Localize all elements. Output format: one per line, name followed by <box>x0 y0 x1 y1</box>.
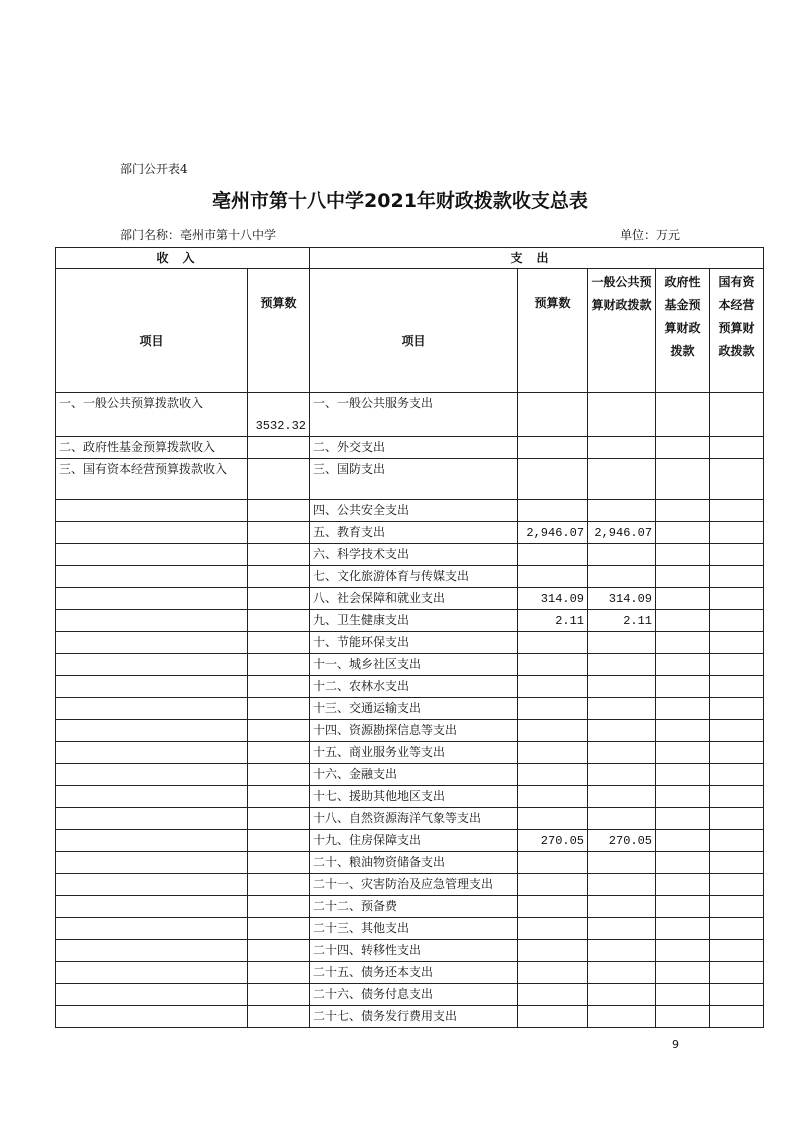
state-capital-budget-cell <box>710 698 764 720</box>
state-capital-budget-cell <box>710 393 764 437</box>
income-item-cell <box>56 588 248 610</box>
general-budget-header: 一般公共预算财政拨款 <box>588 269 656 393</box>
expense-header: 支出 <box>310 248 764 269</box>
table-row <box>56 588 764 610</box>
expense-item-cell: 四、公共安全支出 <box>310 500 518 522</box>
table-row <box>56 522 764 544</box>
expense-budget-cell: 2,946.07 <box>518 522 588 544</box>
state-capital-budget-cell <box>710 874 764 896</box>
expense-item-cell: 十六、金融支出 <box>310 764 518 786</box>
expense-item-cell: 十一、城乡社区支出 <box>310 654 518 676</box>
general-budget-cell <box>588 742 656 764</box>
fund-budget-cell <box>656 896 710 918</box>
state-capital-budget-cell <box>710 522 764 544</box>
table-row <box>56 918 764 940</box>
fund-budget-cell <box>656 742 710 764</box>
general-budget-cell <box>588 654 656 676</box>
expense-item-cell: 六、科学技术支出 <box>310 544 518 566</box>
table-row <box>56 632 764 654</box>
income-budget-cell <box>248 984 310 1006</box>
expense-item-cell: 十九、住房保障支出 <box>310 830 518 852</box>
general-budget-cell <box>588 500 656 522</box>
fund-budget-cell <box>656 544 710 566</box>
expense-budget-cell <box>518 698 588 720</box>
table-row <box>56 459 764 500</box>
income-header: 收入 <box>56 248 310 269</box>
income-budget-cell <box>248 676 310 698</box>
state-capital-budget-cell <box>710 918 764 940</box>
expense-budget-cell <box>518 786 588 808</box>
fund-budget-cell <box>656 830 710 852</box>
unit-label: 单位：万元 <box>620 228 681 242</box>
state-capital-budget-cell <box>710 588 764 610</box>
general-budget-cell <box>588 1006 656 1028</box>
income-budget-cell <box>248 720 310 742</box>
table-row <box>56 984 764 1006</box>
expense-item-cell: 十七、援助其他地区支出 <box>310 786 518 808</box>
expense-item-cell: 十、节能环保支出 <box>310 632 518 654</box>
table-row <box>56 544 764 566</box>
general-budget-cell <box>588 962 656 984</box>
income-budget-cell <box>248 786 310 808</box>
expense-budget-cell <box>518 566 588 588</box>
income-budget-cell <box>248 459 310 500</box>
expense-item-cell: 五、教育支出 <box>310 522 518 544</box>
state-capital-budget-cell <box>710 1006 764 1028</box>
fund-budget-cell <box>656 654 710 676</box>
general-budget-cell <box>588 874 656 896</box>
page-title: 亳州市第十八中学2021年财政拨款收支总表 <box>212 190 588 212</box>
income-budget-cell <box>248 962 310 984</box>
fund-budget-cell <box>656 698 710 720</box>
table-row <box>56 610 764 632</box>
expense-budget-cell <box>518 940 588 962</box>
state-capital-budget-cell <box>710 459 764 500</box>
fund-budget-cell <box>656 962 710 984</box>
income-item-cell <box>56 808 248 830</box>
table-row <box>56 808 764 830</box>
table-row <box>56 852 764 874</box>
department-name: 部门名称：亳州市第十八中学 <box>120 228 277 242</box>
state-capital-budget-cell <box>710 500 764 522</box>
state-capital-budget-cell <box>710 654 764 676</box>
fund-budget-cell <box>656 588 710 610</box>
fund-budget-cell <box>656 940 710 962</box>
table-row <box>56 698 764 720</box>
state-capital-budget-cell <box>710 566 764 588</box>
expense-budget-cell <box>518 500 588 522</box>
income-item-cell <box>56 984 248 1006</box>
state-capital-budget-cell <box>710 852 764 874</box>
general-budget-cell <box>588 786 656 808</box>
table-row <box>56 940 764 962</box>
expense-budget-cell <box>518 918 588 940</box>
income-budget-cell <box>248 588 310 610</box>
expense-budget-header: 预算数 <box>518 269 588 393</box>
expense-budget-cell: 2.11 <box>518 610 588 632</box>
state-capital-budget-cell <box>710 632 764 654</box>
income-item-cell <box>56 830 248 852</box>
table-row <box>56 896 764 918</box>
fund-budget-header: 政府性基金预算财政拨款 <box>656 269 710 393</box>
income-budget-cell <box>248 940 310 962</box>
table-row <box>56 437 764 459</box>
income-budget-cell <box>248 874 310 896</box>
general-budget-cell <box>588 676 656 698</box>
table-caption: 部门公开表4 <box>120 162 188 176</box>
expense-item-cell: 十二、农林水支出 <box>310 676 518 698</box>
income-budget-cell <box>248 610 310 632</box>
expense-budget-cell <box>518 654 588 676</box>
table-row <box>56 742 764 764</box>
general-budget-cell <box>588 459 656 500</box>
expense-budget-cell <box>518 896 588 918</box>
income-budget-cell <box>248 698 310 720</box>
state-capital-budget-cell <box>710 676 764 698</box>
state-capital-budget-cell <box>710 896 764 918</box>
fund-budget-cell <box>656 720 710 742</box>
expense-budget-cell <box>518 544 588 566</box>
fund-budget-cell <box>656 610 710 632</box>
general-budget-cell: 270.05 <box>588 830 656 852</box>
fund-budget-cell <box>656 459 710 500</box>
expense-budget-cell <box>518 852 588 874</box>
income-budget-cell <box>248 654 310 676</box>
expense-budget-cell <box>518 676 588 698</box>
general-budget-cell <box>588 764 656 786</box>
table-row <box>56 500 764 522</box>
state-capital-budget-cell <box>710 742 764 764</box>
expense-item-cell: 二十五、债务还本支出 <box>310 962 518 984</box>
table-row <box>56 874 764 896</box>
income-budget-header: 预算数 <box>248 269 310 393</box>
fund-budget-cell <box>656 500 710 522</box>
state-capital-budget-cell <box>710 764 764 786</box>
income-item-cell <box>56 742 248 764</box>
state-capital-budget-cell <box>710 544 764 566</box>
table-row <box>56 786 764 808</box>
general-budget-cell: 314.09 <box>588 588 656 610</box>
income-item-cell <box>56 698 248 720</box>
state-capital-budget-cell <box>710 940 764 962</box>
income-budget-cell <box>248 852 310 874</box>
income-item-cell: 二、政府性基金预算拨款收入 <box>56 437 248 459</box>
general-budget-cell: 2.11 <box>588 610 656 632</box>
income-item-cell <box>56 610 248 632</box>
expense-item-header: 项目 <box>310 269 518 393</box>
income-item-cell <box>56 764 248 786</box>
income-budget-cell <box>248 808 310 830</box>
expense-item-cell: 二十、粮油物资储备支出 <box>310 852 518 874</box>
income-item-cell <box>56 544 248 566</box>
income-budget-cell <box>248 830 310 852</box>
state-capital-budget-cell <box>710 984 764 1006</box>
expense-budget-cell <box>518 393 588 437</box>
state-capital-budget-cell <box>710 437 764 459</box>
expense-item-cell: 二、外交支出 <box>310 437 518 459</box>
table-row <box>56 393 764 437</box>
fund-budget-cell <box>656 522 710 544</box>
expense-budget-cell: 270.05 <box>518 830 588 852</box>
expense-item-cell: 二十三、其他支出 <box>310 918 518 940</box>
page-number: 9 <box>672 1038 679 1051</box>
income-item-cell: 三、国有资本经营预算拨款收入 <box>56 459 248 500</box>
expense-item-cell: 十三、交通运输支出 <box>310 698 518 720</box>
general-budget-cell <box>588 720 656 742</box>
income-budget-cell <box>248 1006 310 1028</box>
general-budget-cell <box>588 808 656 830</box>
expense-item-cell: 二十六、债务付息支出 <box>310 984 518 1006</box>
general-budget-cell: 2,946.07 <box>588 522 656 544</box>
income-budget-cell <box>248 566 310 588</box>
expense-item-cell: 二十四、转移性支出 <box>310 940 518 962</box>
general-budget-cell <box>588 852 656 874</box>
fund-budget-cell <box>656 393 710 437</box>
income-item-cell <box>56 676 248 698</box>
fund-budget-cell <box>656 437 710 459</box>
table-row <box>56 830 764 852</box>
fund-budget-cell <box>656 764 710 786</box>
income-item-cell <box>56 852 248 874</box>
expense-budget-cell <box>518 808 588 830</box>
income-item-cell: 一、一般公共预算拨款收入 <box>56 393 248 437</box>
fund-budget-cell <box>656 874 710 896</box>
expense-budget-cell <box>518 984 588 1006</box>
fund-budget-cell <box>656 632 710 654</box>
income-item-cell <box>56 566 248 588</box>
income-budget-cell <box>248 544 310 566</box>
expense-item-cell: 二十二、预备费 <box>310 896 518 918</box>
income-item-cell <box>56 940 248 962</box>
fund-budget-cell <box>656 918 710 940</box>
table-row <box>56 1006 764 1028</box>
table-row <box>56 720 764 742</box>
expense-budget-cell <box>518 874 588 896</box>
state-capital-budget-cell <box>710 808 764 830</box>
income-item-cell <box>56 500 248 522</box>
state-capital-header: 国有资本经营预算财政拨款 <box>710 269 764 393</box>
income-item-cell <box>56 874 248 896</box>
state-capital-budget-cell <box>710 786 764 808</box>
general-budget-cell <box>588 698 656 720</box>
income-item-cell <box>56 962 248 984</box>
table-row <box>56 764 764 786</box>
general-budget-cell <box>588 566 656 588</box>
expense-item-cell: 九、卫生健康支出 <box>310 610 518 632</box>
expense-item-cell: 三、国防支出 <box>310 459 518 500</box>
income-budget-cell <box>248 522 310 544</box>
income-budget-cell: 3532.32 <box>248 393 310 437</box>
income-budget-cell <box>248 764 310 786</box>
expense-budget-cell <box>518 764 588 786</box>
fund-budget-cell <box>656 984 710 1006</box>
state-capital-budget-cell <box>710 720 764 742</box>
fund-budget-cell <box>656 786 710 808</box>
expense-item-cell: 一、一般公共服务支出 <box>310 393 518 437</box>
general-budget-cell <box>588 984 656 1006</box>
expense-budget-cell <box>518 459 588 500</box>
table-row <box>56 566 764 588</box>
expense-item-cell: 二十一、灾害防治及应急管理支出 <box>310 874 518 896</box>
income-item-cell <box>56 720 248 742</box>
general-budget-cell <box>588 896 656 918</box>
state-capital-budget-cell <box>710 962 764 984</box>
state-capital-budget-cell <box>710 610 764 632</box>
income-budget-cell <box>248 896 310 918</box>
expense-budget-cell <box>518 742 588 764</box>
income-item-header: 项目 <box>56 269 248 393</box>
expense-budget-cell <box>518 1006 588 1028</box>
income-budget-cell <box>248 437 310 459</box>
general-budget-cell <box>588 918 656 940</box>
table-row <box>56 676 764 698</box>
general-budget-cell <box>588 632 656 654</box>
fund-budget-cell <box>656 676 710 698</box>
income-item-cell <box>56 786 248 808</box>
general-budget-cell <box>588 393 656 437</box>
fund-budget-cell <box>656 1006 710 1028</box>
income-budget-cell <box>248 918 310 940</box>
income-item-cell <box>56 522 248 544</box>
expense-budget-cell: 314.09 <box>518 588 588 610</box>
expense-budget-cell <box>518 437 588 459</box>
expense-budget-cell <box>518 962 588 984</box>
income-item-cell <box>56 896 248 918</box>
expense-item-cell: 十五、商业服务业等支出 <box>310 742 518 764</box>
income-item-cell <box>56 632 248 654</box>
table-row <box>56 654 764 676</box>
income-item-cell <box>56 918 248 940</box>
fund-budget-cell <box>656 808 710 830</box>
income-budget-cell <box>248 500 310 522</box>
expense-item-cell: 十八、自然资源海洋气象等支出 <box>310 808 518 830</box>
income-budget-cell <box>248 742 310 764</box>
expense-item-cell: 七、文化旅游体育与传媒支出 <box>310 566 518 588</box>
income-budget-cell <box>248 632 310 654</box>
expense-item-cell: 二十七、债务发行费用支出 <box>310 1006 518 1028</box>
expense-item-cell: 十四、资源勘探信息等支出 <box>310 720 518 742</box>
state-capital-budget-cell <box>710 830 764 852</box>
budget-table <box>55 247 764 1028</box>
general-budget-cell <box>588 437 656 459</box>
income-item-cell <box>56 654 248 676</box>
general-budget-cell <box>588 544 656 566</box>
general-budget-cell <box>588 940 656 962</box>
expense-budget-cell <box>518 720 588 742</box>
fund-budget-cell <box>656 852 710 874</box>
fund-budget-cell <box>656 566 710 588</box>
income-item-cell <box>56 1006 248 1028</box>
expense-item-cell: 八、社会保障和就业支出 <box>310 588 518 610</box>
table-row <box>56 962 764 984</box>
expense-budget-cell <box>518 632 588 654</box>
